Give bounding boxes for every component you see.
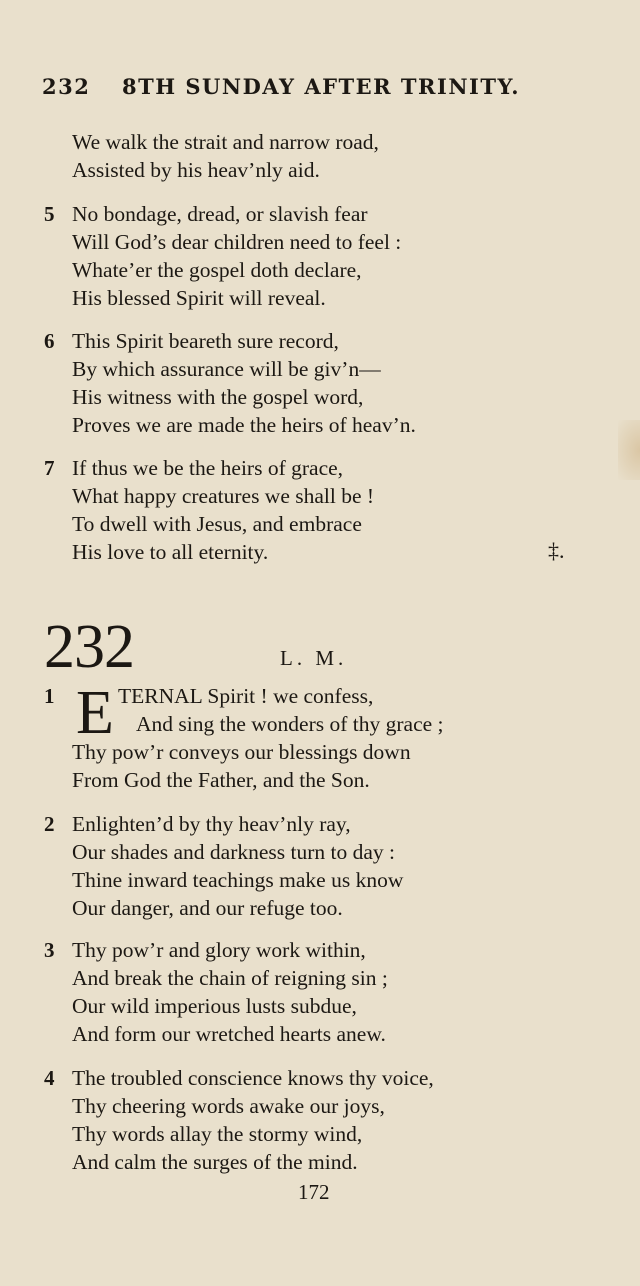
drop-cap: E [76, 679, 114, 747]
hymn-meter: L. M. [280, 646, 348, 670]
stanza-number: 4 [44, 1066, 55, 1090]
verse-line: And calm the surges of the mind. [72, 1150, 358, 1174]
verse-line: And sing the wonders of thy grace ; [136, 712, 444, 736]
verse-line: Our danger, and our refuge too. [72, 896, 343, 920]
verse-line: Proves we are made the heirs of heav’n. [72, 413, 416, 437]
verse-line: TERNAL Spirit ! we confess, [118, 684, 374, 708]
page-number: 172 [298, 1180, 330, 1204]
stanza-number: 3 [44, 938, 55, 962]
verse-line: Assisted by his heav’nly aid. [72, 158, 320, 182]
verse-line: To dwell with Jesus, and embrace [72, 512, 362, 536]
stanza-number: 6 [44, 329, 55, 353]
stanza-number: 7 [44, 456, 55, 480]
verse-line: Thy pow’r and glory work within, [72, 938, 366, 962]
verse-line: Thy pow’r conveys our blessings down [72, 740, 411, 764]
verse-line: And form our wretched hearts anew. [72, 1022, 386, 1046]
verse-line: We walk the strait and narrow road, [72, 130, 379, 154]
verse-line: If thus we be the heirs of grace, [72, 456, 344, 480]
paper-stain [618, 420, 640, 480]
verse-line: Thy words allay the stormy wind, [72, 1122, 363, 1146]
running-header [42, 74, 542, 99]
verse-line: No bondage, dread, or slavish fear [72, 202, 368, 226]
verse-line: This Spirit beareth sure record, [72, 329, 339, 353]
verse-line: And break the chain of reigning sin ; [72, 966, 388, 990]
header-title: 8TH SUNDAY AFTER TRINITY. [122, 74, 521, 99]
verse-line: Whate’er the gospel doth declare, [72, 258, 362, 282]
verse-line: Our shades and darkness turn to day : [72, 840, 396, 864]
verse-line: Our wild imperious lusts subdue, [72, 994, 357, 1018]
verse-line: The troubled conscience knows thy voice, [72, 1066, 434, 1090]
verse-line: By which assurance will be giv’n— [72, 357, 381, 381]
verse-line: His witness with the gospel word, [72, 385, 364, 409]
stanza-number: 2 [44, 812, 55, 836]
verse-line: Enlighten’d by thy heav’nly ray, [72, 812, 351, 836]
verse-line: His love to all eternity. [72, 540, 269, 564]
verse-line: Thy cheering words awake our joys, [72, 1094, 385, 1118]
hymn-number: 232 [44, 613, 134, 681]
verse-line: Will God’s dear children need to feel : [72, 230, 402, 254]
stanza-number: 5 [44, 202, 55, 226]
verse-line: His blessed Spirit will reveal. [72, 286, 326, 310]
end-mark: ‡. [548, 538, 565, 563]
verse-line: Thine inward teachings make us know [72, 868, 404, 892]
verse-line: What happy creatures we shall be ! [72, 484, 375, 508]
header-page-label: 232 [42, 74, 91, 99]
verse-line: From God the Father, and the Son. [72, 768, 370, 792]
stanza-number: 1 [44, 684, 55, 708]
